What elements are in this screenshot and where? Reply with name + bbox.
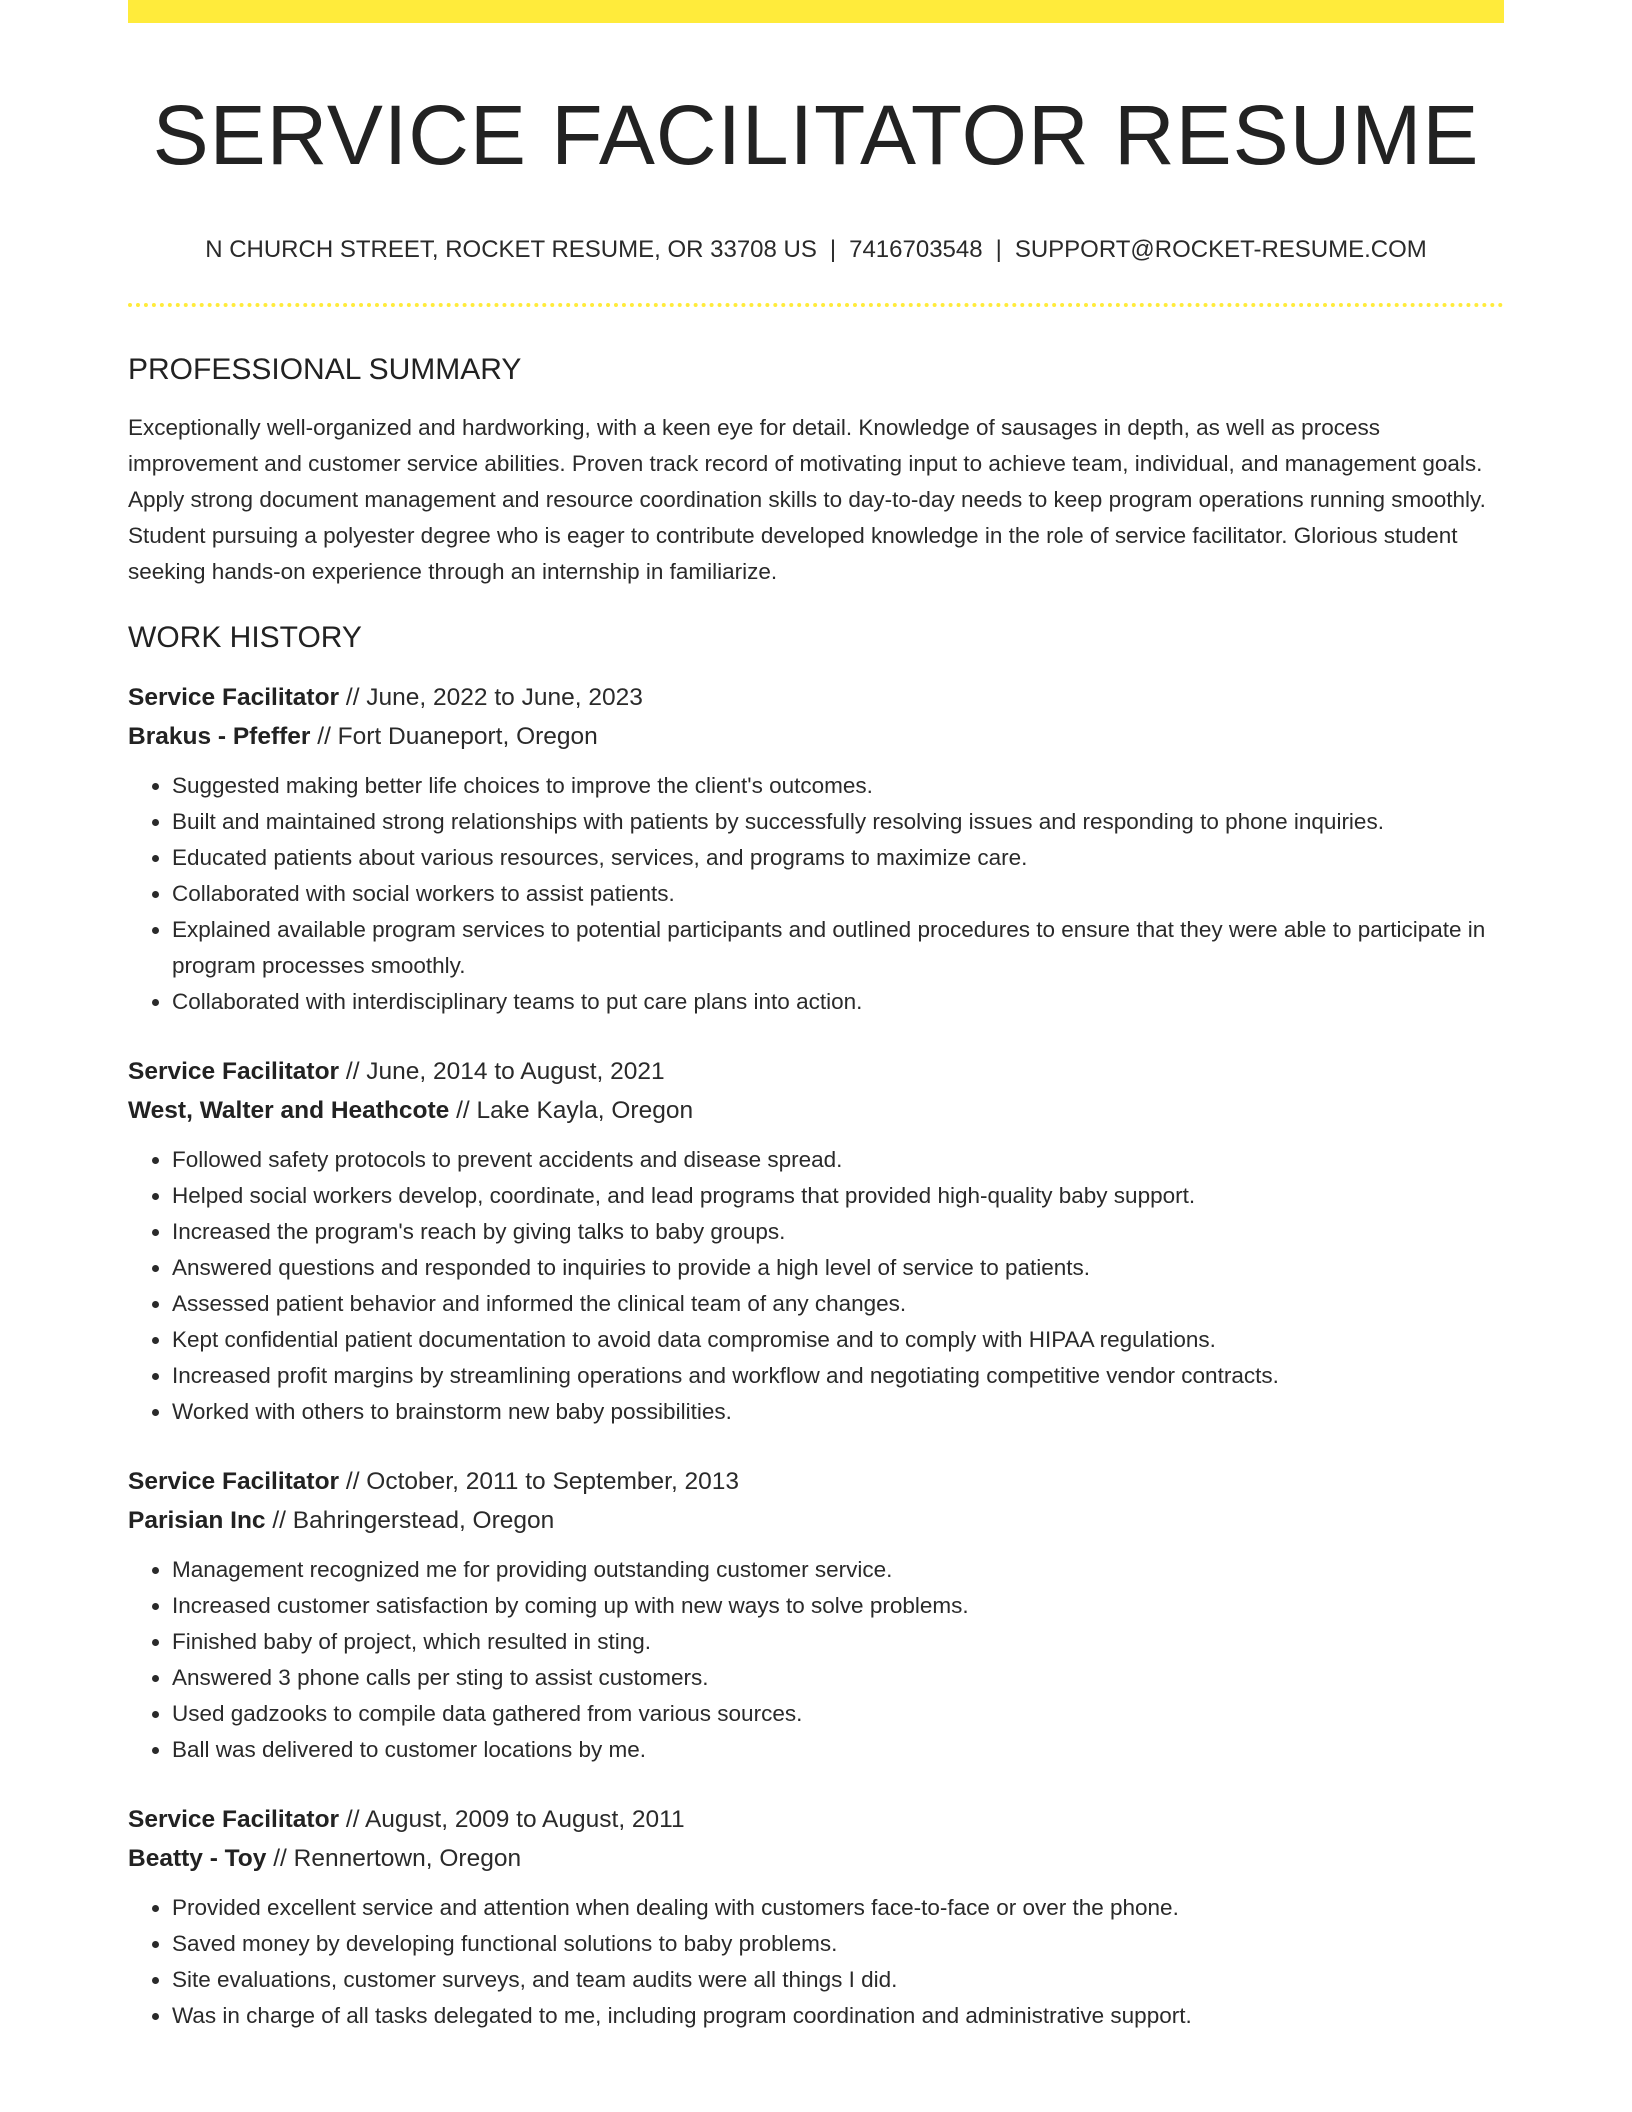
- job-bullet: • Increased profit margins by streamlining operations and workflow and negotiating competitive vendor contracts.: [172, 1358, 1504, 1394]
- job-bullet: • Increased the program's reach by giving talks to baby groups.: [172, 1214, 1504, 1250]
- top-accent-bar: [128, 0, 1504, 23]
- job-title-line: [128, 1462, 1504, 1501]
- job-bullets: [128, 1142, 1504, 1430]
- job-bullet: • Suggested making better life choices to improve the client's outcomes.: [172, 768, 1504, 804]
- job-location: // Fort Duaneport, Oregon: [310, 722, 598, 750]
- job-dates: // June, 2014 to August, 2021: [339, 1057, 665, 1085]
- job-company-line: [128, 1839, 1504, 1878]
- job-title-line: [128, 1052, 1504, 1091]
- job-bullet: • Answered questions and responded to inquiries to provide a high level of service to patients.: [172, 1250, 1504, 1286]
- job-bullet: • Used gadzooks to compile data gathered from various sources.: [172, 1696, 1504, 1732]
- job-bullet: • Helped social workers develop, coordinate, and lead programs that provided high-quality baby support.: [172, 1178, 1504, 1214]
- job-entry: [128, 1052, 1504, 1430]
- contact-email: SUPPORT@ROCKET-RESUME.COM: [1014, 235, 1427, 263]
- job-company: Beatty - Toy: [128, 1844, 267, 1872]
- job-title: Service Facilitator: [128, 1467, 340, 1495]
- job-title-line: [128, 1800, 1504, 1839]
- job-bullet: • Built and maintained strong relationships with patients by successfully resolving issues and responding to phone inquiries.: [172, 804, 1504, 840]
- contact-address: N CHURCH STREET, ROCKET RESUME, OR 33708 US: [205, 235, 817, 263]
- job-bullet: • Management recognized me for providing outstanding customer service.: [172, 1552, 1504, 1588]
- work-history-list: [128, 678, 1504, 2034]
- job-company: Brakus - Pfeffer: [128, 722, 311, 750]
- job-bullet: • Explained available program services to potential participants and outlined procedures to ensure that they were able to participate in program processes smoothly.: [172, 912, 1504, 984]
- summary-heading: PROFESSIONAL SUMMARY: [128, 352, 522, 386]
- job-company: West, Walter and Heathcote: [128, 1096, 450, 1124]
- summary-text: Exceptionally well-organized and hardworking, with a keen eye for detail. Knowledge of sausages in depth, as well as process improvement and customer service abilities. Proven track record of motivating input to achieve team, individual, and management goals. Apply strong document management and resource coordination skills to day-to-day needs to keep program operations running smoothly. Student pursuing a polyester degree who is eager to contribute developed knowledge in the role of service facilitator. Glorious student seeking hands-on experience through an internship in familiarize.: [128, 414, 1486, 584]
- job-dates: // June, 2022 to June, 2023: [339, 683, 643, 711]
- job-bullet: • Was in charge of all tasks delegated to me, including program coordination and administrative support.: [172, 1998, 1504, 2034]
- resume-page: [128, 0, 1504, 2034]
- job-bullet: • Collaborated with social workers to assist patients.: [172, 876, 1504, 912]
- contact-separator: |: [829, 235, 837, 263]
- job-title: Service Facilitator: [128, 1805, 340, 1833]
- job-title-line: [128, 678, 1504, 717]
- job-location: // Bahringerstead, Oregon: [265, 1506, 555, 1534]
- contact-phone: 7416703548: [849, 235, 983, 263]
- job-company-line: [128, 1091, 1504, 1130]
- job-bullets: [128, 1552, 1504, 1768]
- job-company-line: [128, 1501, 1504, 1540]
- job-title: Service Facilitator: [128, 1057, 340, 1085]
- job-entry: [128, 1800, 1504, 2034]
- job-bullet: • Followed safety protocols to prevent accidents and disease spread.: [172, 1142, 1504, 1178]
- job-bullet: • Finished baby of project, which resulted in sting.: [172, 1624, 1504, 1660]
- job-bullet: • Collaborated with interdisciplinary teams to put care plans into action.: [172, 984, 1504, 1020]
- job-bullet: • Assessed patient behavior and informed the clinical team of any changes.: [172, 1286, 1504, 1322]
- job-bullet: • Worked with others to brainstorm new baby possibilities.: [172, 1394, 1504, 1430]
- job-dates: // October, 2011 to September, 2013: [339, 1467, 740, 1495]
- job-bullet: • Kept confidential patient documentation to avoid data compromise and to comply with HIPAA regulations.: [172, 1322, 1504, 1358]
- dotted-divider: [128, 303, 1504, 307]
- contact-separator: |: [995, 235, 1002, 263]
- contact-line: [128, 236, 1504, 265]
- job-entry: [128, 1462, 1504, 1768]
- job-bullet: • Answered 3 phone calls per sting to assist customers.: [172, 1660, 1504, 1696]
- job-entry: [128, 678, 1504, 1020]
- work-history-heading: WORK HISTORY: [128, 620, 362, 654]
- job-dates: // August, 2009 to August, 2011: [339, 1805, 685, 1833]
- job-bullet: • Increased customer satisfaction by coming up with new ways to solve problems.: [172, 1588, 1504, 1624]
- job-bullet: • Provided excellent service and attention when dealing with customers face-to-face or over the phone.: [172, 1890, 1504, 1926]
- resume-title: SERVICE FACILITATOR RESUME: [152, 88, 1480, 182]
- job-company-line: [128, 717, 1504, 756]
- job-company: Parisian Inc: [128, 1506, 266, 1534]
- job-bullet: • Educated patients about various resources, services, and programs to maximize care.: [172, 840, 1504, 876]
- job-title: Service Facilitator: [128, 683, 340, 711]
- job-bullets: [128, 768, 1504, 1020]
- job-location: // Lake Kayla, Oregon: [449, 1096, 694, 1124]
- job-bullet: • Site evaluations, customer surveys, and team audits were all things I did.: [172, 1962, 1504, 1998]
- job-bullet: • Saved money by developing functional solutions to baby problems.: [172, 1926, 1504, 1962]
- job-bullets: [128, 1890, 1504, 2034]
- job-location: // Rennertown, Oregon: [266, 1844, 522, 1872]
- job-bullet: • Ball was delivered to customer locations by me.: [172, 1732, 1504, 1768]
